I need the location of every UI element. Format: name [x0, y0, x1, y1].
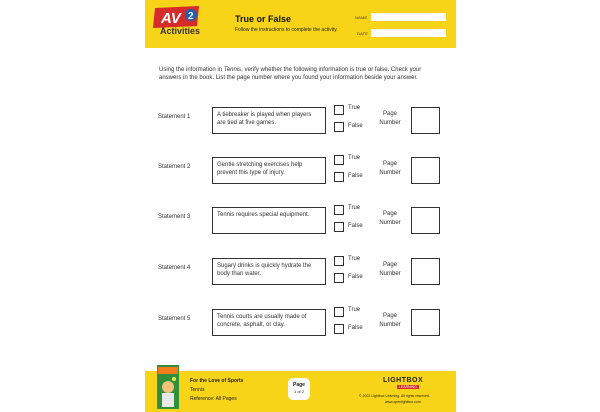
worksheet-page — [145, 0, 456, 412]
false-label: False — [348, 274, 363, 280]
page-number-field[interactable] — [411, 258, 440, 285]
statement-row — [145, 256, 456, 292]
true-checkbox[interactable] — [334, 256, 344, 266]
activity-subtitle: Follow the instructions to complete the activity. — [235, 27, 338, 33]
statement-text: Tennis courts are usually made of concrete, asphalt, or clay. — [212, 309, 326, 336]
true-checkbox[interactable] — [334, 155, 344, 165]
true-checkbox[interactable] — [334, 205, 344, 215]
page-indicator-label: Page — [293, 382, 305, 388]
svg-text:2: 2 — [188, 11, 194, 22]
statement-row — [145, 105, 456, 141]
website-link[interactable]: www.openlightbox.com — [385, 400, 421, 404]
false-checkbox[interactable] — [334, 122, 344, 132]
svg-text:AV: AV — [161, 10, 181, 27]
instructions-before: Using the information in — [159, 67, 224, 73]
activity-title: True or False — [235, 14, 292, 24]
lightbox-learning-tag: LEARNING — [399, 385, 417, 389]
statement-text: A tiebreaker is played when players are tied at five games. — [212, 107, 326, 134]
page-number-field[interactable] — [411, 207, 440, 234]
instructions-book-title: Tennis — [223, 67, 242, 73]
true-label: True — [348, 307, 361, 313]
true-label: True — [348, 105, 361, 111]
statement-row — [145, 155, 456, 191]
statement-text: Gentle stretching exercises help prevent this type of injury. — [212, 157, 326, 184]
page-number-label: Page Number — [379, 111, 401, 126]
false-label: False — [348, 173, 363, 179]
true-label: True — [348, 155, 361, 161]
true-label: True — [348, 256, 361, 262]
av2-logo-icon — [151, 6, 203, 28]
true-checkbox[interactable] — [334, 307, 344, 317]
instructions — [159, 66, 444, 83]
statement-label: Statement 1 — [158, 114, 191, 120]
page-indicator-count: 1 of 2 — [293, 389, 304, 394]
logo-activities-label: Activities — [159, 26, 201, 36]
statement-label: Statement 3 — [158, 214, 191, 220]
false-label: False — [348, 325, 363, 331]
book-cover-icon — [157, 365, 179, 409]
statement-row — [145, 205, 456, 241]
false-checkbox[interactable] — [334, 222, 344, 232]
false-label: False — [348, 123, 363, 129]
name-label: NAME — [355, 15, 368, 20]
page-number-field[interactable] — [411, 107, 440, 134]
date-field[interactable] — [371, 29, 446, 37]
date-label: DATE — [357, 31, 369, 36]
page-number-label: Page Number — [379, 262, 401, 277]
statement-row — [145, 307, 456, 343]
statement-text: Tennis requires special equipment. — [212, 207, 326, 234]
page-number-label: Page Number — [379, 313, 401, 328]
page-number-label: Page Number — [379, 211, 401, 226]
statement-text: Sugary drinks is quickly hydrate the body than water. — [212, 258, 326, 285]
true-checkbox[interactable] — [334, 105, 344, 115]
true-label: True — [348, 205, 361, 211]
false-checkbox[interactable] — [334, 324, 344, 334]
statement-label: Statement 4 — [158, 265, 191, 271]
statement-label: Statement 2 — [158, 164, 191, 170]
copyright-text: © 2022 Lightbox Learning. All rights reserved. — [359, 394, 430, 398]
lightbox-logo: LIGHTBOX — [383, 377, 424, 384]
false-checkbox[interactable] — [334, 273, 344, 283]
series-title: For the Love of Sports — [190, 378, 244, 384]
false-label: False — [348, 223, 363, 229]
name-field[interactable] — [371, 13, 446, 21]
book-title: Tennis — [190, 387, 205, 393]
footer-bar — [145, 371, 456, 412]
statement-label: Statement 5 — [158, 316, 191, 322]
instructions-after: , verify whether the following information is true or false. Check your answers in the book. List the page number where you found your information beside your answer. — [159, 67, 422, 82]
page-indicator — [288, 378, 310, 400]
reference-text: Reference: All Pages — [190, 396, 237, 402]
page-number-field[interactable] — [411, 309, 440, 336]
page-number-field[interactable] — [411, 157, 440, 184]
false-checkbox[interactable] — [334, 172, 344, 182]
page-number-label: Page Number — [379, 161, 401, 176]
header-bar — [145, 0, 456, 48]
